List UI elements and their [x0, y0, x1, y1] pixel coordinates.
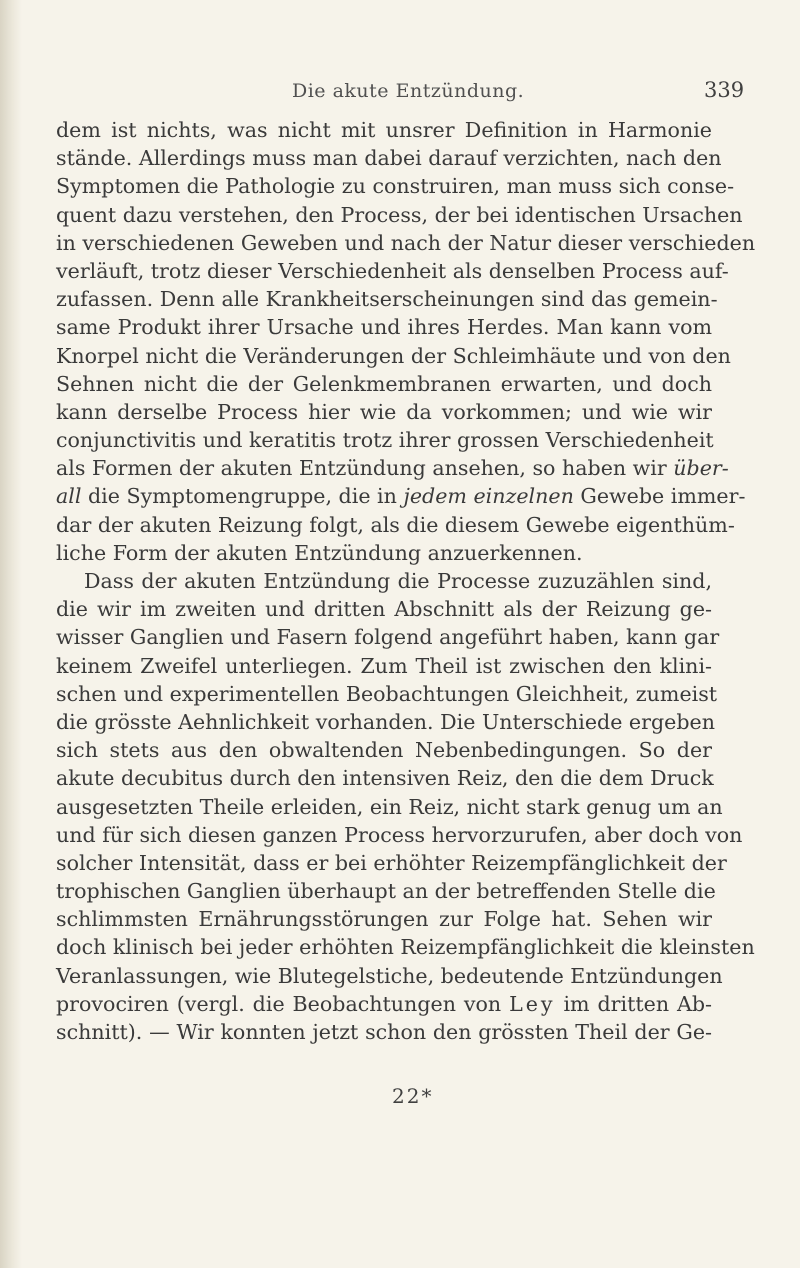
text-line: quent dazu verstehen, den Process, der bei identischen Ursachen [56, 202, 743, 227]
text-line: schen und experimentellen Beobachtungen Gleichheit, zumeist [56, 681, 718, 706]
text-line: sich stets aus den obwaltenden Nebenbedingungen. So der [56, 738, 712, 763]
text-line: kann derselbe Process hier wie da vorkommen; und wie wir [56, 399, 712, 424]
text-line: Veranlassungen, wie Blutegelstiche, bedeutende Entzündungen [56, 963, 723, 988]
text-line: die grösste Aehnlichkeit vorhanden. Die Unterschiede ergeben [56, 709, 715, 734]
text-line: same Produkt ihrer Ursache und ihres Herdes. Man kann vom [56, 315, 712, 340]
text-line: trophischen Ganglien überhaupt an der betreffenden Stelle die [56, 879, 716, 904]
text-line: Dass der akuten Entzündung die Processe zuzuzählen sind, [84, 569, 712, 593]
text-line: solcher Intensität, dass er bei erhöhter Reizempfänglichkeit der [56, 850, 727, 875]
signature-mark: 22* [392, 1084, 434, 1108]
text-line: und für sich diesen ganzen Process hervorzurufen, aber doch von [56, 822, 743, 847]
page-header [0, 78, 800, 108]
body-text [56, 116, 756, 1046]
text-segment: im dritten Ab- [563, 991, 713, 1016]
text-segment: provociren (vergl. die Beobachtungen von [56, 991, 502, 1016]
text-line: doch klinisch bei jeder erhöhten Reizempfänglichkeit die kleinsten [56, 935, 755, 960]
italic-phrase: jedem einzelnen [403, 484, 574, 509]
page-number: 339 [704, 78, 745, 102]
text-line: stände. Allerdings muss man dabei darauf verzichten, nach den [56, 146, 722, 171]
text-line: zufassen. Denn alle Krankheitserscheinungen sind das gemein- [56, 287, 718, 312]
text-line: keinem Zweifel unterliegen. Zum Theil ist zwischen den klini- [56, 653, 712, 678]
text-line: liche Form der akuten Entzündung anzuerkennen. [56, 540, 583, 565]
spaced-name: Ley [509, 991, 556, 1016]
text-line [56, 990, 712, 1018]
text-line: in verschiedenen Geweben und nach der Natur dieser verschieden [56, 230, 756, 255]
text-segment: die Symptomengruppe, die in [88, 484, 397, 509]
text-line: Knorpel nicht die Veränderungen der Schleimhäute und von den [56, 343, 731, 368]
text-line [56, 482, 746, 510]
text-line: akute decubitus durch den intensiven Reiz, den die dem Druck [56, 766, 714, 791]
page-edge-shadow [0, 0, 22, 1268]
running-head: Die akute Entzündung. [292, 80, 525, 102]
text-line [56, 454, 729, 482]
text-line: dar der akuten Reizung folgt, als die diesem Gewebe eigenthüm- [56, 512, 735, 537]
text-line: Symptomen die Pathologie zu construiren, man muss sich conse- [56, 174, 735, 199]
text-line: conjunctivitis und keratitis trotz ihrer grossen Verschiedenheit [56, 428, 714, 453]
text-line: Sehnen nicht die der Gelenkmembranen erwarten, und doch [56, 371, 712, 396]
text-line: schnitt). — Wir konnten jetzt schon den grössten Theil der Ge- [56, 1020, 712, 1044]
text-line: dem ist nichts, was nicht mit unsrer Definition in Harmonie [56, 118, 712, 142]
text-line: wisser Ganglien und Fasern folgend angeführt haben, kann gar [56, 625, 720, 650]
text-line: schlimmsten Ernährungsstörungen zur Folge hat. Sehen wir [56, 907, 712, 932]
italic-word: über- [673, 456, 729, 481]
text-line: verläuft, trotz dieser Verschiedenheit als denselben Process auf- [56, 258, 729, 283]
text-line: ausgesetzten Theile erleiden, ein Reiz, nicht stark genug um an [56, 794, 723, 819]
italic-word: all [56, 484, 82, 509]
text-line: die wir im zweiten und dritten Abschnitt als der Reizung ge- [56, 597, 712, 622]
text-segment: als Formen der akuten Entzündung ansehen, so haben wir [56, 456, 667, 481]
text-segment: Gewebe immer- [580, 484, 746, 509]
